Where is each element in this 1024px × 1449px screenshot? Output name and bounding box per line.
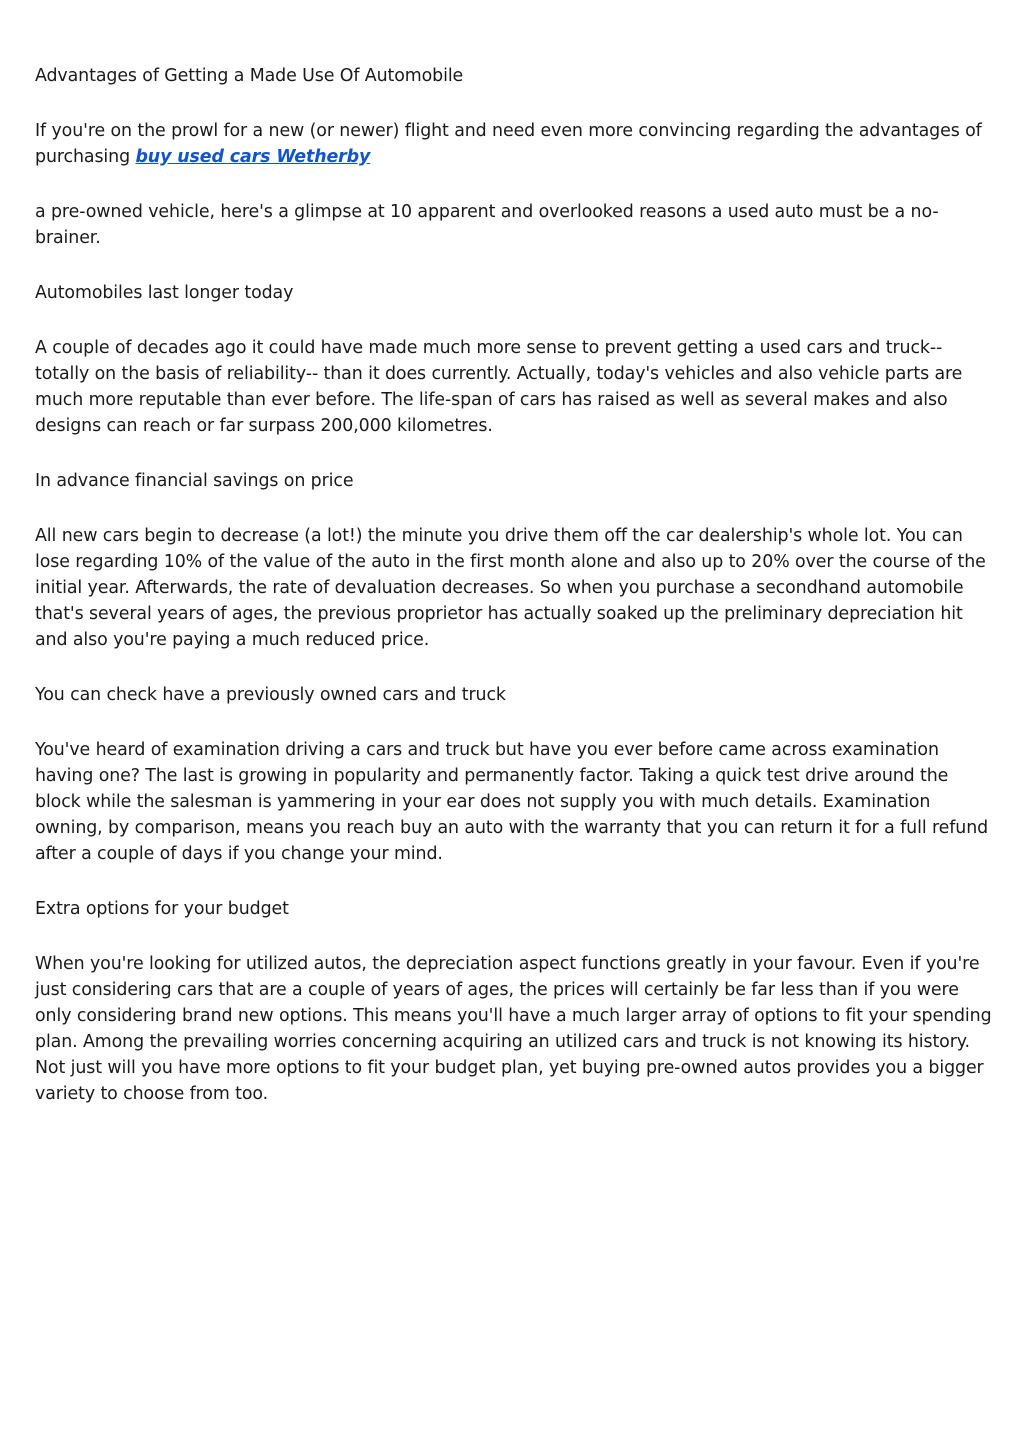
section-body: When you're looking for utilized autos, the depreciation aspect functions greatly in your favour. Even if you're just considering cars that are a couple of years of ages, the prices will certainly be far less than if you were only considering brand new options. This means you'll have a much larger array of options to fit your spending plan. Among the prevailing worries concerning acquiring an utilized cars and truck is not knowing its history. Not just will you have more options to fit your budget plan, yet buying pre-owned autos provides you a bigger variety to choose from too.: [35, 954, 992, 1104]
document-page: [35, 63, 995, 1136]
section-heading: Automobiles last longer today: [35, 283, 294, 303]
intro-text: If you're on the prowl for a new (or newer) flight and need even more convincing regarding the advantages of purchasing: [35, 121, 982, 167]
document-title: Advantages of Getting a Made Use Of Automobile: [35, 66, 464, 86]
section-body: All new cars begin to decrease (a lot!) the minute you drive them off the car dealership's whole lot. You can lose regarding 10% of the value of the auto in the first month alone and also up to 20% over the course of the initial year. Afterwards, the rate of devaluation decreases. So when you purchase a secondhand automobile that's several years of ages, the previous proprietor has actually soaked up the preliminary depreciation hit and also you're paying a much reduced price.: [35, 526, 986, 650]
section-body: You've heard of examination driving a cars and truck but have you ever before came across examination having one? The last is growing in popularity and permanently factor. Taking a quick test drive around the block while the salesman is yammering in your ear does not supply you with much details. Examination owning, by comparison, means you reach buy an auto with the warranty that you can return it for a full refund after a couple of days if you change your mind.: [35, 740, 989, 864]
buy-used-cars-link[interactable]: buy used cars Wetherby: [135, 147, 371, 167]
intro-paragraph: [35, 118, 995, 170]
intro-continuation: a pre-owned vehicle, here's a glimpse at 10 apparent and overlooked reasons a used auto must be a no-brainer.: [35, 202, 939, 248]
section-heading: Extra options for your budget: [35, 899, 289, 919]
section-heading: You can check have a previously owned cars and truck: [35, 685, 506, 705]
section-body: A couple of decades ago it could have made much more sense to prevent getting a used cars and truck-- totally on the basis of reliability-- than it does currently. Actually, today's vehicles and also vehicle parts are much more reputable than ever before. The life-span of cars has raised as well as several makes and also designs can reach or far surpass 200,000 kilometres.: [35, 338, 963, 436]
section-heading: In advance financial savings on price: [35, 471, 354, 491]
